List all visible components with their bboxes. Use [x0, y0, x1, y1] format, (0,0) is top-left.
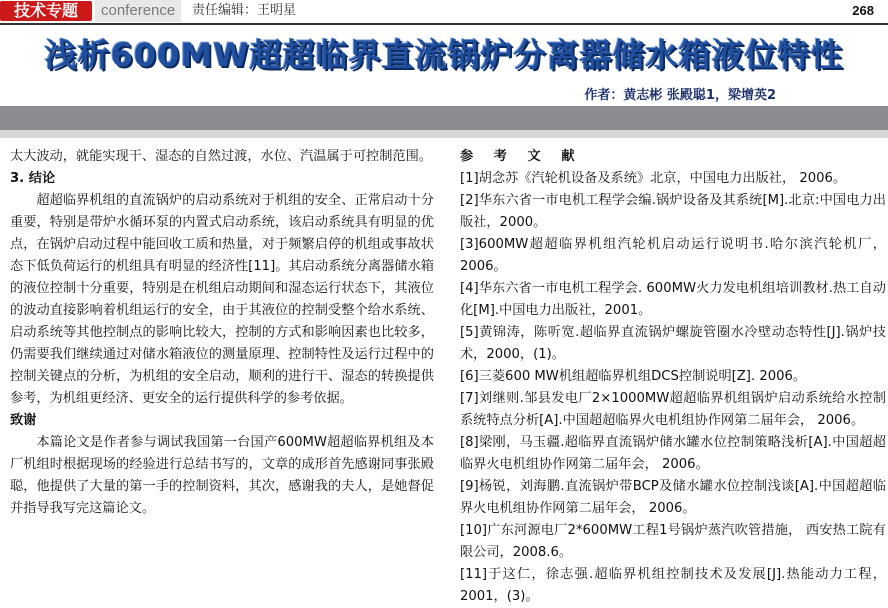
- reference-item: [1]胡念苏《汽轮机设备及系统》北京，中国电力出版社， 2006。: [460, 171, 847, 186]
- conference-label: conference: [95, 0, 181, 22]
- left-column: [10, 146, 434, 520]
- reference-item: [9]杨锐，刘海鹏.直流锅炉带BCP及储水罐水位控制浅谈[A].中国超超临界火电机组协作网第二届年会， 2006。: [460, 479, 886, 516]
- editor-credit: 责任编辑：王明星: [192, 3, 297, 18]
- references-heading: 参 考 文 献: [460, 149, 583, 164]
- title-band: [0, 106, 888, 130]
- reference-item: [5]黄锦涛，陈听宽.超临界直流锅炉螺旋管圈水冷壁动态特性[J].锅炉技术，2000，(1)。: [460, 325, 886, 362]
- reference-item: [3]600MW超超临界机组汽轮机启动运行说明书.哈尔滨汽轮机厂，2006。: [460, 237, 886, 274]
- paragraph: 太大波动，就能实现干、湿态的自然过渡，水位、汽温属于可控制范围。: [10, 149, 432, 164]
- section-badge: 技术专题: [0, 1, 92, 21]
- section-heading-conclusion: 3. 结论: [10, 171, 56, 186]
- reference-item: [6]三菱600 MW机组超临界机组DCS控制说明[Z]. 2006。: [460, 369, 807, 384]
- references-column: [460, 146, 886, 608]
- reference-item: [7]刘继则.邹县发电厂2×1000MW超超临界机组锅炉启动系统给水控制系统特点分析[A].中国超超临界火电机组协作网第二届年会， 2006。: [460, 391, 886, 428]
- page-header: [0, 0, 888, 24]
- reference-item: [2]华东六省一市电机工程学会编.锅炉设备及其系统[M].北京:中国电力出版社，2000。: [460, 193, 886, 230]
- paragraph: 本篇论文是作者参与调试我国第一台国产600MW超超临界机组及本厂机组时根据现场的经验进行总结书写的，文章的成形首先感谢同事张殿聪，他提供了大量的第一手的控制资料，其次，感谢我的夫人，是她督促并指导我写完这篇论文。: [10, 435, 434, 516]
- header-divider: [0, 23, 888, 25]
- section-heading-acknowledgement: 致谢: [10, 413, 37, 428]
- article-title: 浅析600MW超超临界直流锅炉分离器储水箱液位特性: [44, 36, 844, 74]
- reference-item: [11]于这仁，徐志强.超临界机组控制技术及发展[J].热能动力工程，2001，(3)。: [460, 567, 886, 604]
- reference-item: [10]广东河源电厂2*600MW工程1号锅炉蒸汽吹管措施， 西安热工院有限公司，2008.6。: [460, 523, 886, 560]
- paragraph: 超超临界机组的直流锅炉的启动系统对于机组的安全、正常启动十分重要，特别是带炉水循环泵的内置式启动系统，该启动系统具有明显的优点，在锅炉启动过程中能回收工质和热量，对于频繁启停的机组或事故状态下低负荷运行的机组具有明显的经济性[11]。其启动系统分离器储水箱的液位控制十分重要，特别是在机组启动期间和湿态运行状态下，其液位的波动直接影响着机组运行的安全，由于其液位的控制受整个给水系统、启动系统等其他控制点的影响比较大，控制的方式和影响因素也比较多，仍需要我们继续通过对储水箱液位的测量原理、控制特性及运行过程中的控制关键点的分析，为机组的安全启动，顺利的进行干、湿态的转换提供参考，为机组更经济、更安全的运行提供科学的参考依据。: [10, 193, 434, 406]
- title-band-shadow: [0, 130, 888, 138]
- reference-item: [8]梁刚，马玉疆.超临界直流锅炉储水罐水位控制策略浅析[A].中国超超临界火电机组协作网第二届年会， 2006。: [460, 435, 886, 472]
- article-authors: 作者：黄志彬 张殿聪1，梁增英2: [584, 88, 776, 103]
- reference-item: [4]华东六省一市电机工程学会. 600MW火力发电机组培训教材.热工自动化[M].中国电力出版社，2001。: [460, 281, 886, 318]
- page-number: 268: [852, 3, 874, 18]
